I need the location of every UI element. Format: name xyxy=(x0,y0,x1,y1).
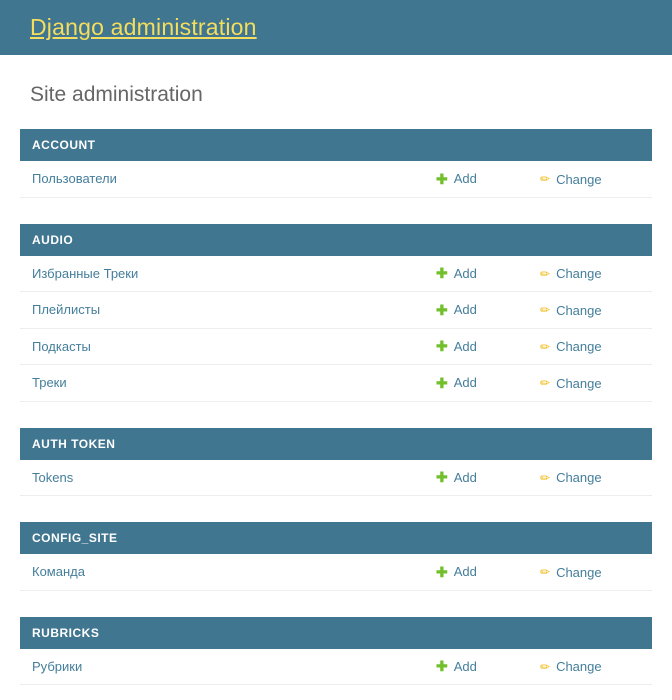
add-label: Add xyxy=(453,375,477,390)
model-link[interactable]: Команда xyxy=(32,564,85,580)
change-button[interactable] xyxy=(540,266,602,281)
site-name-link[interactable]: Django administration xyxy=(30,14,257,40)
change-cell xyxy=(528,460,652,496)
add-cell xyxy=(424,256,528,292)
model-name-cell xyxy=(20,292,424,329)
change-button[interactable] xyxy=(540,339,602,354)
model-link[interactable]: Пользователи xyxy=(32,171,117,187)
add-button[interactable] xyxy=(436,659,477,674)
plus-icon: ✚ xyxy=(436,658,448,674)
model-link[interactable]: Треки xyxy=(32,375,67,391)
app-module xyxy=(20,224,652,402)
model-name-cell xyxy=(20,256,424,292)
add-label: Add xyxy=(453,564,477,579)
change-cell xyxy=(528,256,652,292)
change-cell xyxy=(528,328,652,365)
model-link[interactable]: Подкасты xyxy=(32,338,91,354)
change-button[interactable] xyxy=(540,303,602,318)
model-table xyxy=(20,256,652,402)
change-button[interactable] xyxy=(540,172,602,187)
pencil-icon: ✏ xyxy=(540,376,551,390)
change-button[interactable] xyxy=(540,659,602,674)
change-label: Change xyxy=(556,564,602,580)
add-cell xyxy=(424,161,528,197)
add-cell xyxy=(424,292,528,329)
model-name-cell xyxy=(20,328,424,365)
model-name-cell xyxy=(20,161,424,197)
plus-icon: ✚ xyxy=(436,469,448,485)
change-label: Change xyxy=(556,266,602,281)
change-button[interactable] xyxy=(540,376,602,391)
app-module xyxy=(20,617,652,686)
table-row xyxy=(20,161,652,197)
change-cell xyxy=(528,365,652,402)
pencil-icon: ✏ xyxy=(540,470,551,485)
add-cell xyxy=(424,328,528,365)
change-label: Change xyxy=(556,470,602,485)
model-link[interactable]: Избранные Треки xyxy=(32,265,139,281)
model-link[interactable]: Рубрики xyxy=(32,658,83,674)
change-cell xyxy=(528,292,652,329)
plus-icon: ✚ xyxy=(436,563,448,580)
plus-icon: ✚ xyxy=(436,170,448,187)
model-name-cell xyxy=(20,649,424,685)
model-link[interactable]: Плейлисты xyxy=(32,302,101,318)
add-cell xyxy=(424,365,528,402)
model-name-cell xyxy=(20,460,424,496)
change-cell xyxy=(528,554,652,590)
change-button[interactable] xyxy=(540,565,602,580)
model-table xyxy=(20,554,652,591)
pencil-icon: ✏ xyxy=(540,172,551,186)
table-row xyxy=(20,460,652,496)
table-row xyxy=(20,292,652,329)
app-caption: RUBRICKS xyxy=(20,617,652,649)
plus-icon: ✚ xyxy=(436,338,448,354)
add-button[interactable] xyxy=(436,302,477,317)
table-row xyxy=(20,328,652,365)
plus-icon: ✚ xyxy=(436,301,448,318)
app-caption: AUTH TOKEN xyxy=(20,428,652,460)
model-name-cell xyxy=(20,554,424,590)
pencil-icon: ✏ xyxy=(540,339,551,354)
change-label: Change xyxy=(556,659,602,674)
pencil-icon: ✏ xyxy=(540,565,551,579)
pencil-icon: ✏ xyxy=(540,659,551,674)
page-title: Site administration xyxy=(30,83,203,106)
add-cell xyxy=(424,649,528,685)
add-cell xyxy=(424,554,528,590)
app-caption: AUDIO xyxy=(20,224,652,256)
add-button[interactable] xyxy=(436,564,477,579)
table-row xyxy=(20,649,652,685)
add-cell xyxy=(424,460,528,496)
table-row xyxy=(20,256,652,292)
table-row xyxy=(20,554,652,590)
model-name-cell xyxy=(20,365,424,402)
add-button[interactable] xyxy=(436,470,477,485)
change-button[interactable] xyxy=(540,470,602,485)
app-module xyxy=(20,129,652,198)
plus-icon: ✚ xyxy=(436,374,448,391)
pencil-icon: ✏ xyxy=(540,266,551,281)
table-row xyxy=(20,365,652,402)
change-cell xyxy=(528,649,652,685)
add-label: Add xyxy=(453,469,477,485)
change-label: Change xyxy=(556,375,602,391)
add-label: Add xyxy=(453,265,477,281)
add-button[interactable] xyxy=(436,266,477,281)
app-module xyxy=(20,522,652,591)
plus-icon: ✚ xyxy=(436,265,448,281)
model-table xyxy=(20,161,652,198)
site-header xyxy=(0,0,672,55)
model-table xyxy=(20,460,652,497)
change-label: Change xyxy=(556,171,602,187)
app-caption: ACCOUNT xyxy=(20,129,652,161)
main-content xyxy=(0,83,672,685)
change-label: Change xyxy=(556,339,602,354)
add-label: Add xyxy=(453,171,477,186)
change-label: Change xyxy=(556,302,602,318)
add-label: Add xyxy=(453,658,477,674)
add-button[interactable] xyxy=(436,375,477,390)
model-link[interactable]: Tokens xyxy=(32,469,74,485)
app-list xyxy=(20,129,652,685)
app-module xyxy=(20,428,652,497)
pencil-icon: ✏ xyxy=(540,303,551,317)
app-caption: CONFIG_SITE xyxy=(20,522,652,554)
add-label: Add xyxy=(453,302,477,317)
add-label: Add xyxy=(453,338,477,354)
change-cell xyxy=(528,161,652,197)
model-table xyxy=(20,649,652,686)
add-button[interactable] xyxy=(436,339,477,354)
add-button[interactable] xyxy=(436,171,477,186)
